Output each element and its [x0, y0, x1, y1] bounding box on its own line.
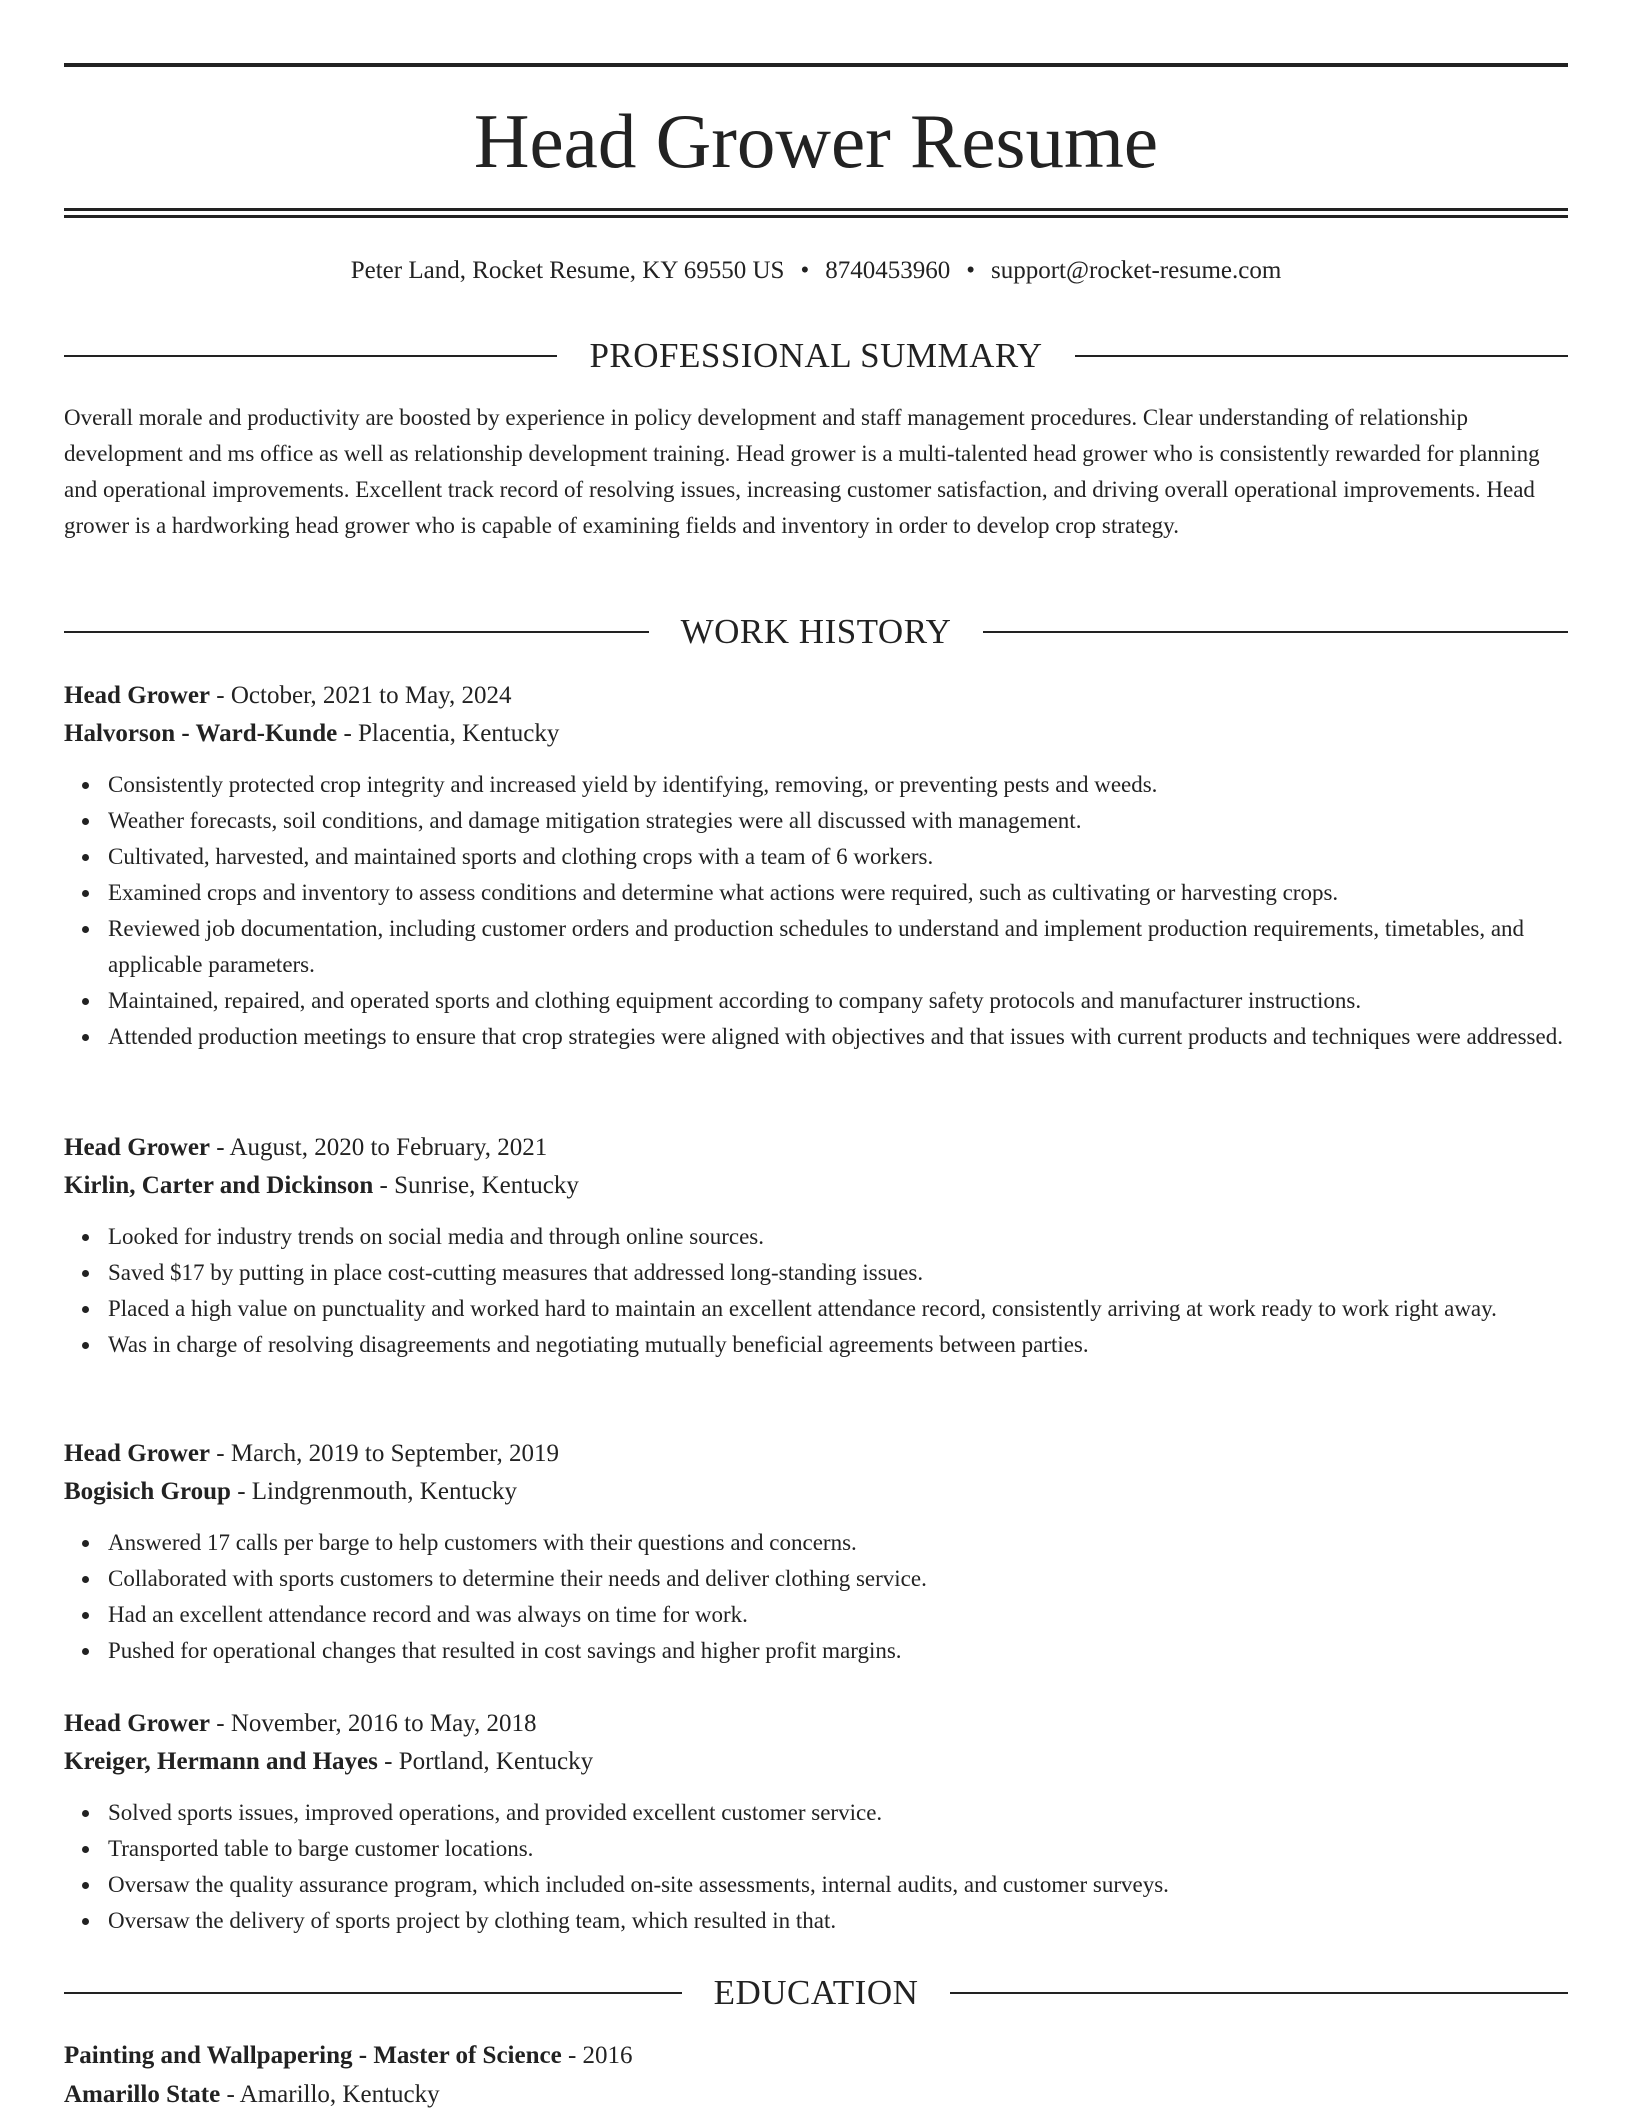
job-bullet: Collaborated with sports customers to determine their needs and deliver clothing service.: [108, 1561, 1568, 1597]
job-dates: - November, 2016 to May, 2018: [210, 1710, 537, 1737]
section-heading-education: [64, 1971, 1568, 2015]
section-label-summary: PROFESSIONAL SUMMARY: [589, 336, 1043, 375]
job-bullet: Cultivated, harvested, and maintained sports and clothing crops with a team of 6 workers.: [108, 839, 1568, 875]
job-title-line: [64, 1435, 1568, 1473]
job-bullet-list: [64, 767, 1568, 1055]
job-bullet: Transported table to barge customer locations.: [108, 1831, 1568, 1867]
education-entry: [64, 2036, 1568, 2114]
job-location: - Sunrise, Kentucky: [373, 1172, 579, 1199]
heading-rule-right: [1075, 355, 1568, 357]
job-bullet: Oversaw the quality assurance program, which included on-site assessments, internal audits, and customer surveys.: [108, 1867, 1568, 1903]
job-title-line: [64, 1129, 1568, 1167]
job-bullet: Oversaw the delivery of sports project by clothing team, which resulted in that.: [108, 1903, 1568, 1939]
job-dates: - October, 2021 to May, 2024: [210, 682, 512, 709]
job-company: Kreiger, Hermann and Hayes: [64, 1748, 378, 1775]
job-entry: [64, 1129, 1568, 1363]
section-heading-work: [64, 610, 1568, 654]
job-title-line: [64, 677, 1568, 715]
job-bullet: Reviewed job documentation, including customer orders and production schedules to understand and implement production requirements, timetables, and applicable parameters.: [108, 911, 1568, 983]
job-company-line: [64, 1167, 1568, 1205]
job-bullet: Had an excellent attendance record and was always on time for work.: [108, 1597, 1568, 1633]
job-title: Head Grower: [64, 1710, 211, 1737]
top-rule: [64, 63, 1568, 67]
heading-rule-left: [64, 1992, 682, 1994]
education-location: - Amarillo, Kentucky: [220, 2081, 440, 2108]
section-label-education: EDUCATION: [713, 1973, 919, 2012]
resume-title: Head Grower Resume: [473, 98, 1159, 184]
job-bullet-list: [64, 1795, 1568, 1939]
job-company-line: [64, 715, 1568, 753]
heading-rule-left: [64, 631, 649, 633]
job-bullet: Solved sports issues, improved operations, and provided excellent customer service.: [108, 1795, 1568, 1831]
job-location: - Lindgrenmouth, Kentucky: [230, 1478, 518, 1505]
contact-separator: •: [966, 257, 975, 284]
job-company-line: [64, 1473, 1568, 1511]
job-bullet-list: [64, 1219, 1568, 1363]
contact-line: [64, 253, 1568, 289]
education-year: - 2016: [561, 2042, 633, 2069]
job-company: Bogisich Group: [64, 1478, 231, 1505]
job-bullet: Maintained, repaired, and operated sports and clothing equipment according to company safety protocols and manufacturer instructions.: [108, 983, 1568, 1019]
education-degree-line: [64, 2036, 1568, 2075]
job-bullet: Saved $17 by putting in place cost-cutting measures that addressed long-standing issues.: [108, 1255, 1568, 1291]
job-location: - Placentia, Kentucky: [337, 720, 560, 747]
title-rule-lower: [64, 215, 1568, 218]
job-company-line: [64, 1743, 1568, 1781]
job-bullet: Consistently protected crop integrity and increased yield by identifying, removing, or preventing pests and weeds.: [108, 767, 1568, 803]
job-dates: - March, 2019 to September, 2019: [210, 1440, 559, 1467]
job-bullet-list: [64, 1525, 1568, 1669]
contact-phone: 8740453960: [825, 257, 951, 284]
job-entry: [64, 1435, 1568, 1669]
job-bullet: Looked for industry trends on social media and through online sources.: [108, 1219, 1568, 1255]
job-title-line: [64, 1705, 1568, 1743]
education-degree: Painting and Wallpapering - Master of Science: [64, 2042, 562, 2069]
contact-separator: •: [800, 257, 810, 284]
professional-summary-text: Overall morale and productivity are boosted by experience in policy development and staff management procedures. Clear understanding of relationship development and ms office as well as relationship development training. Head grower is a multi-talented head grower who is consistently rewarded for planning and operational improvements. Excellent track record of resolving issues, increasing customer satisfaction, and driving overall operational improvements. Head grower is a hardworking head grower who is capable of examining fields and inventory in order to develop crop strategy.: [64, 405, 1540, 538]
job-bullet: Placed a high value on punctuality and worked hard to maintain an excellent attendance record, consistently arriving at work ready to work right away.: [108, 1291, 1568, 1327]
job-bullet: Examined crops and inventory to assess conditions and determine what actions were required, such as cultivating or harvesting crops.: [108, 875, 1568, 911]
job-bullet: Weather forecasts, soil conditions, and damage mitigation strategies were all discussed with management.: [108, 803, 1568, 839]
heading-rule-right: [950, 1992, 1568, 1994]
job-bullet: Was in charge of resolving disagreements and negotiating mutually beneficial agreements between parties.: [108, 1327, 1568, 1363]
heading-rule-right: [983, 631, 1568, 633]
job-location: - Portland, Kentucky: [377, 1748, 594, 1775]
education-school: Amarillo State: [64, 2081, 221, 2108]
job-entry: [64, 1705, 1568, 1939]
job-title: Head Grower: [64, 1134, 211, 1161]
contact-email: support@rocket-resume.com: [990, 257, 1282, 284]
job-bullet: Pushed for operational changes that resulted in cost savings and higher profit margins.: [108, 1633, 1568, 1669]
section-label-work: WORK HISTORY: [680, 612, 952, 651]
contact-address: Peter Land, Rocket Resume, KY 69550 US: [350, 257, 785, 284]
title-rule-upper: [64, 208, 1568, 211]
section-heading-summary: [64, 334, 1568, 378]
job-company: Halvorson - Ward-Kunde: [64, 720, 338, 747]
heading-rule-left: [64, 355, 557, 357]
job-dates: - August, 2020 to February, 2021: [210, 1134, 548, 1161]
job-title: Head Grower: [64, 682, 211, 709]
job-title: Head Grower: [64, 1440, 211, 1467]
job-bullet: Answered 17 calls per barge to help customers with their questions and concerns.: [108, 1525, 1568, 1561]
job-entry: [64, 677, 1568, 1055]
job-company: Kirlin, Carter and Dickinson: [64, 1172, 374, 1199]
job-bullet: Attended production meetings to ensure that crop strategies were aligned with objectives and that issues with current products and techniques were addressed.: [108, 1019, 1568, 1055]
education-school-line: [64, 2075, 1568, 2114]
